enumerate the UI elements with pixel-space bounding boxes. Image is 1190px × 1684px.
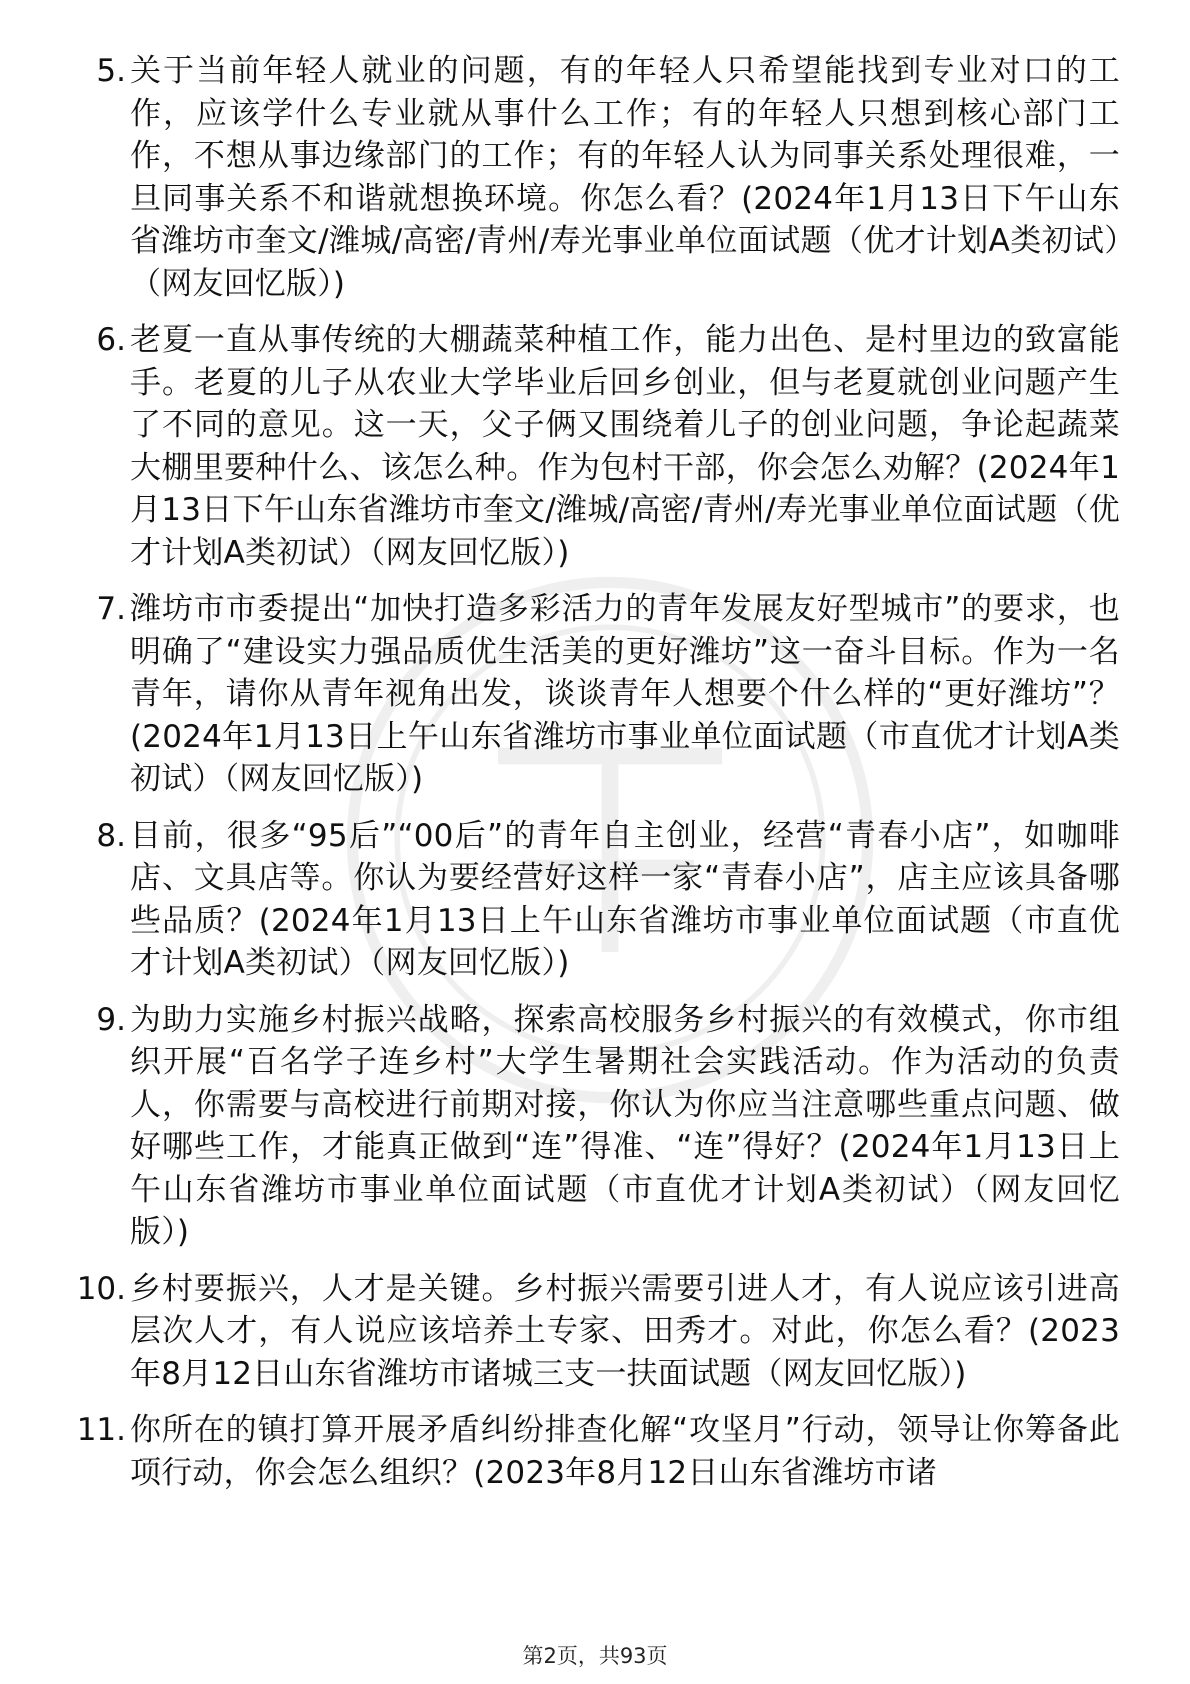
question-text: 目前，很多“95后”“00后”的青年自主创业，经营“青春小店”，如咖啡店、文具店等。你认为要经营好这样一家“青春小店”，店主应该具备哪些品质？(2024年1月13日上午山东省潍坊市事业单位面试题（市直优才计划A类初试）（网友回忆版）)	[130, 817, 1120, 981]
page-footer: 第2页，共93页	[522, 1644, 668, 1668]
question-number: 10.	[76, 1270, 126, 1307]
question-item	[70, 588, 1120, 801]
question-item	[70, 815, 1120, 985]
question-number: 6.	[96, 322, 126, 358]
question-text: 关于当前年轻人就业的问题，有的年轻人只希望能找到专业对口的工作，应该学什么专业就从事什么工作；有的年轻人只想到核心部门工作，不想从事边缘部门的工作；有的年轻人认为同事关系处理很难，一旦同事关系不和谐就想换环境。你怎么看？(2024年1月13日下午山东省潍坊市奎文/潍城/高密/青州/寿光事业单位面试题（优才计划A类初试）（网友回忆版）)	[130, 53, 1120, 302]
question-number: 8.	[96, 817, 126, 854]
question-text: 为助力实施乡村振兴战略，探索高校服务乡村振兴的有效模式，你市组织开展“百名学子连乡村”大学生暑期社会实践活动。作为活动的负责人，你需要与高校进行前期对接，你认为你应当注意哪些重点问题、做好哪些工作，才能真正做到“连”得准、“连”得好？(2024年1月13日上午山东省潍坊市事业单位面试题（市直优才计划A类初试）（网友回忆版）)	[130, 1001, 1120, 1250]
question-number: 5.	[96, 53, 126, 89]
question-item	[70, 1409, 1120, 1494]
question-number: 9.	[96, 1001, 126, 1038]
question-number: 7.	[96, 591, 126, 627]
question-text: 老夏一直从事传统的大棚蔬菜种植工作，能力出色、是村里边的致富能手。老夏的儿子从农业大学毕业后回乡创业，但与老夏就创业问题产生了不同的意见。这一天，父子俩又围绕着儿子的创业问题，争论起蔬菜大棚里要种什么、该怎么种。作为包村干部，你会怎么劝解？(2024年1月13日下午山东省潍坊市奎文/潍城/高密/青州/寿光事业单位面试题（优才计划A类初试）（网友回忆版）)	[130, 322, 1120, 571]
question-item	[70, 1268, 1120, 1396]
question-text: 乡村要振兴，人才是关键。乡村振兴需要引进人才，有人说应该引进高层次人才，有人说应该培养土专家、田秀才。对此，你怎么看？(2023年8月12日山东省潍坊市诸城三支一扶面试题（网友回忆版）)	[130, 1270, 1120, 1392]
question-item	[70, 50, 1120, 305]
question-item	[70, 319, 1120, 574]
question-text: 潍坊市市委提出“加快打造多彩活力的青年发展友好型城市”的要求，也明确了“建设实力强品质优生活美的更好潍坊”这一奋斗目标。作为一名青年，请你从青年视角出发，谈谈青年人想要个什么样的“更好潍坊”？(2024年1月13日上午山东省潍坊市事业单位面试题（市直优才计划A类初试）（网友回忆版）)	[130, 591, 1120, 797]
question-list	[70, 50, 1120, 1508]
question-number: 11.	[76, 1412, 126, 1448]
question-text: 你所在的镇打算开展矛盾纠纷排查化解“攻坚月”行动，领导让你筹备此项行动，你会怎么组织？(2023年8月12日山东省潍坊市诸	[130, 1412, 1120, 1491]
question-item	[70, 999, 1120, 1254]
